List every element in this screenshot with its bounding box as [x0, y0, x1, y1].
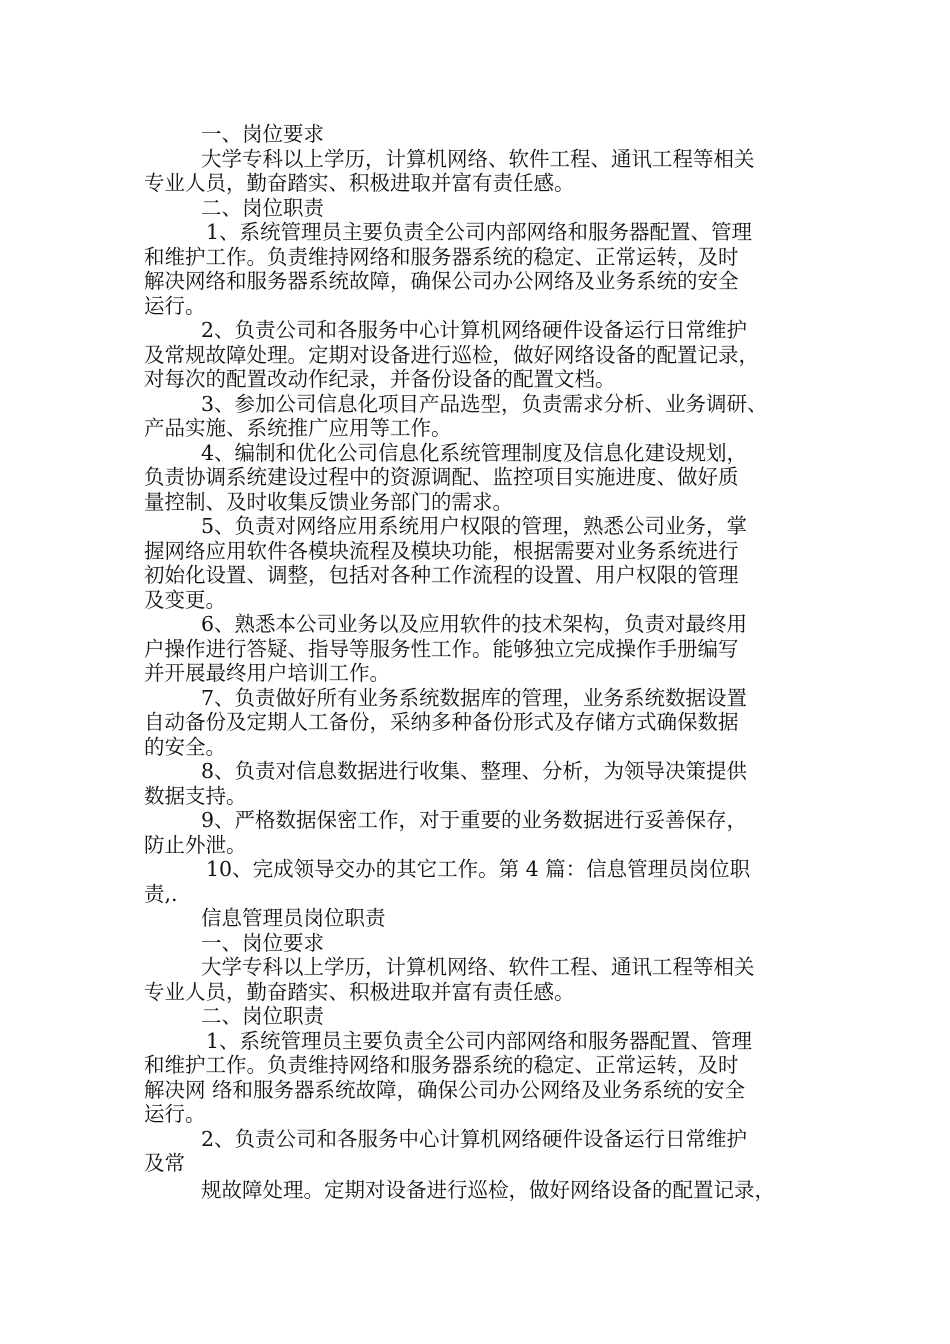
paragraph-line: 6、熟悉本公司业务以及应用软件的技术架构，负责对最终用 — [201, 612, 748, 636]
paragraph-line: 运行。 — [144, 293, 206, 318]
paragraph-line: 大学专科以上学历，计算机网络、软件工程、通讯工程等相关 — [201, 955, 755, 979]
paragraph-line: 4、编制和优化公司信息化系统管理制度及信息化建设规划， — [201, 440, 748, 465]
paragraph-line: 户操作进行答疑、指导等服务性工作。能够独立完成操作手册编写 — [144, 636, 739, 661]
heading-job-duties: 二、岗位职责 — [201, 195, 324, 220]
paragraph-line: 10、完成领导交办的其它工作。第 4 篇：信息管理员岗位职 — [206, 857, 751, 881]
paragraph-line: 解决网络和服务器系统故障，确保公司办公网络及业务系统的安全 — [144, 269, 739, 293]
paragraph-line: 1、系统管理员主要负责全公司内部网络和服务器配置、管理 — [206, 220, 753, 244]
paragraph-line: 负责协调系统建设过程中的资源调配、监控项目实施进度、做好质 — [144, 465, 739, 489]
paragraph-line: 对每次的配置改动作纪录，并备份设备的配置文档。 — [144, 367, 616, 391]
paragraph-line: 5、负责对网络应用系统用户权限的管理，熟悉公司业务，掌 — [201, 514, 748, 538]
section-title: 信息管理员岗位职责 — [201, 906, 386, 930]
paragraph-line: 3、参加公司信息化项目产品选型，负责需求分析、业务调研、 — [201, 391, 768, 416]
paragraph-line: 1、系统管理员主要负责全公司内部网络和服务器配置、管理 — [206, 1028, 753, 1053]
paragraph-line: 的安全。 — [144, 734, 226, 759]
heading-job-requirements: 一、岗位要求 — [201, 122, 324, 146]
paragraph-line: 8、负责对信息数据进行收集、整理、分析，为领导决策提供 — [201, 759, 748, 783]
paragraph-line: 及变更。 — [144, 587, 226, 612]
paragraph-line: 及常 — [144, 1151, 185, 1175]
paragraph-line: 2、负责公司和各服务中心计算机网络硬件设备运行日常维护 — [201, 318, 748, 342]
paragraph-line: 防止外泄。 — [144, 832, 247, 857]
paragraph-line: 并开展最终用户培训工作。 — [144, 661, 390, 685]
paragraph-line: 专业人员，勤奋踏实、积极进取并富有责任感。 — [144, 171, 575, 195]
paragraph-line: 规故障处理。定期对设备进行巡检，做好网络设备的配置记录， — [201, 1177, 775, 1202]
paragraph-line: 和维护工作。负责维持网络和服务器系统的稳定、正常运转，及时 — [144, 244, 739, 269]
paragraph-line: 和维护工作。负责维持网络和服务器系统的稳定、正常运转，及时 — [144, 1053, 739, 1077]
document-body — [144, 122, 824, 1202]
paragraph-line: 责,. — [144, 881, 178, 906]
paragraph-line: 产品实施、系统推广应用等工作。 — [144, 416, 452, 440]
paragraph-line: 握网络应用软件各模块流程及模块功能，根据需要对业务系统进行 — [144, 538, 739, 563]
paragraph-line: 2、负责公司和各服务中心计算机网络硬件设备运行日常维护 — [201, 1126, 748, 1151]
paragraph-line: 解决网 络和服务器系统故障，确保公司办公网络及业务系统的安全 — [144, 1077, 746, 1102]
paragraph-line: 及常规故障处理。定期对设备进行巡检，做好网络设备的配置记录， — [144, 342, 759, 367]
paragraph-line: 数据支持。 — [144, 783, 247, 808]
paragraph-line: 大学专科以上学历，计算机网络、软件工程、通讯工程等相关 — [201, 146, 755, 171]
paragraph-line: 初始化设置、调整，包括对各种工作流程的设置、用户权限的管理 — [144, 563, 739, 587]
paragraph-line: 自动备份及定期人工备份，采纳多种备份形式及存储方式确保数据 — [144, 710, 739, 734]
paragraph-line: 专业人员，勤奋踏实、积极进取并富有责任感。 — [144, 979, 575, 1004]
heading-job-requirements: 一、岗位要求 — [201, 930, 324, 955]
heading-job-duties: 二、岗位职责 — [201, 1004, 324, 1028]
paragraph-line: 运行。 — [144, 1102, 206, 1126]
paragraph-line: 7、负责做好所有业务系统数据库的管理，业务系统数据设置 — [201, 685, 748, 710]
paragraph-line: 量控制、及时收集反馈业务部门的需求。 — [144, 489, 513, 514]
paragraph-line: 9、严格数据保密工作，对于重要的业务数据进行妥善保存， — [201, 808, 748, 832]
